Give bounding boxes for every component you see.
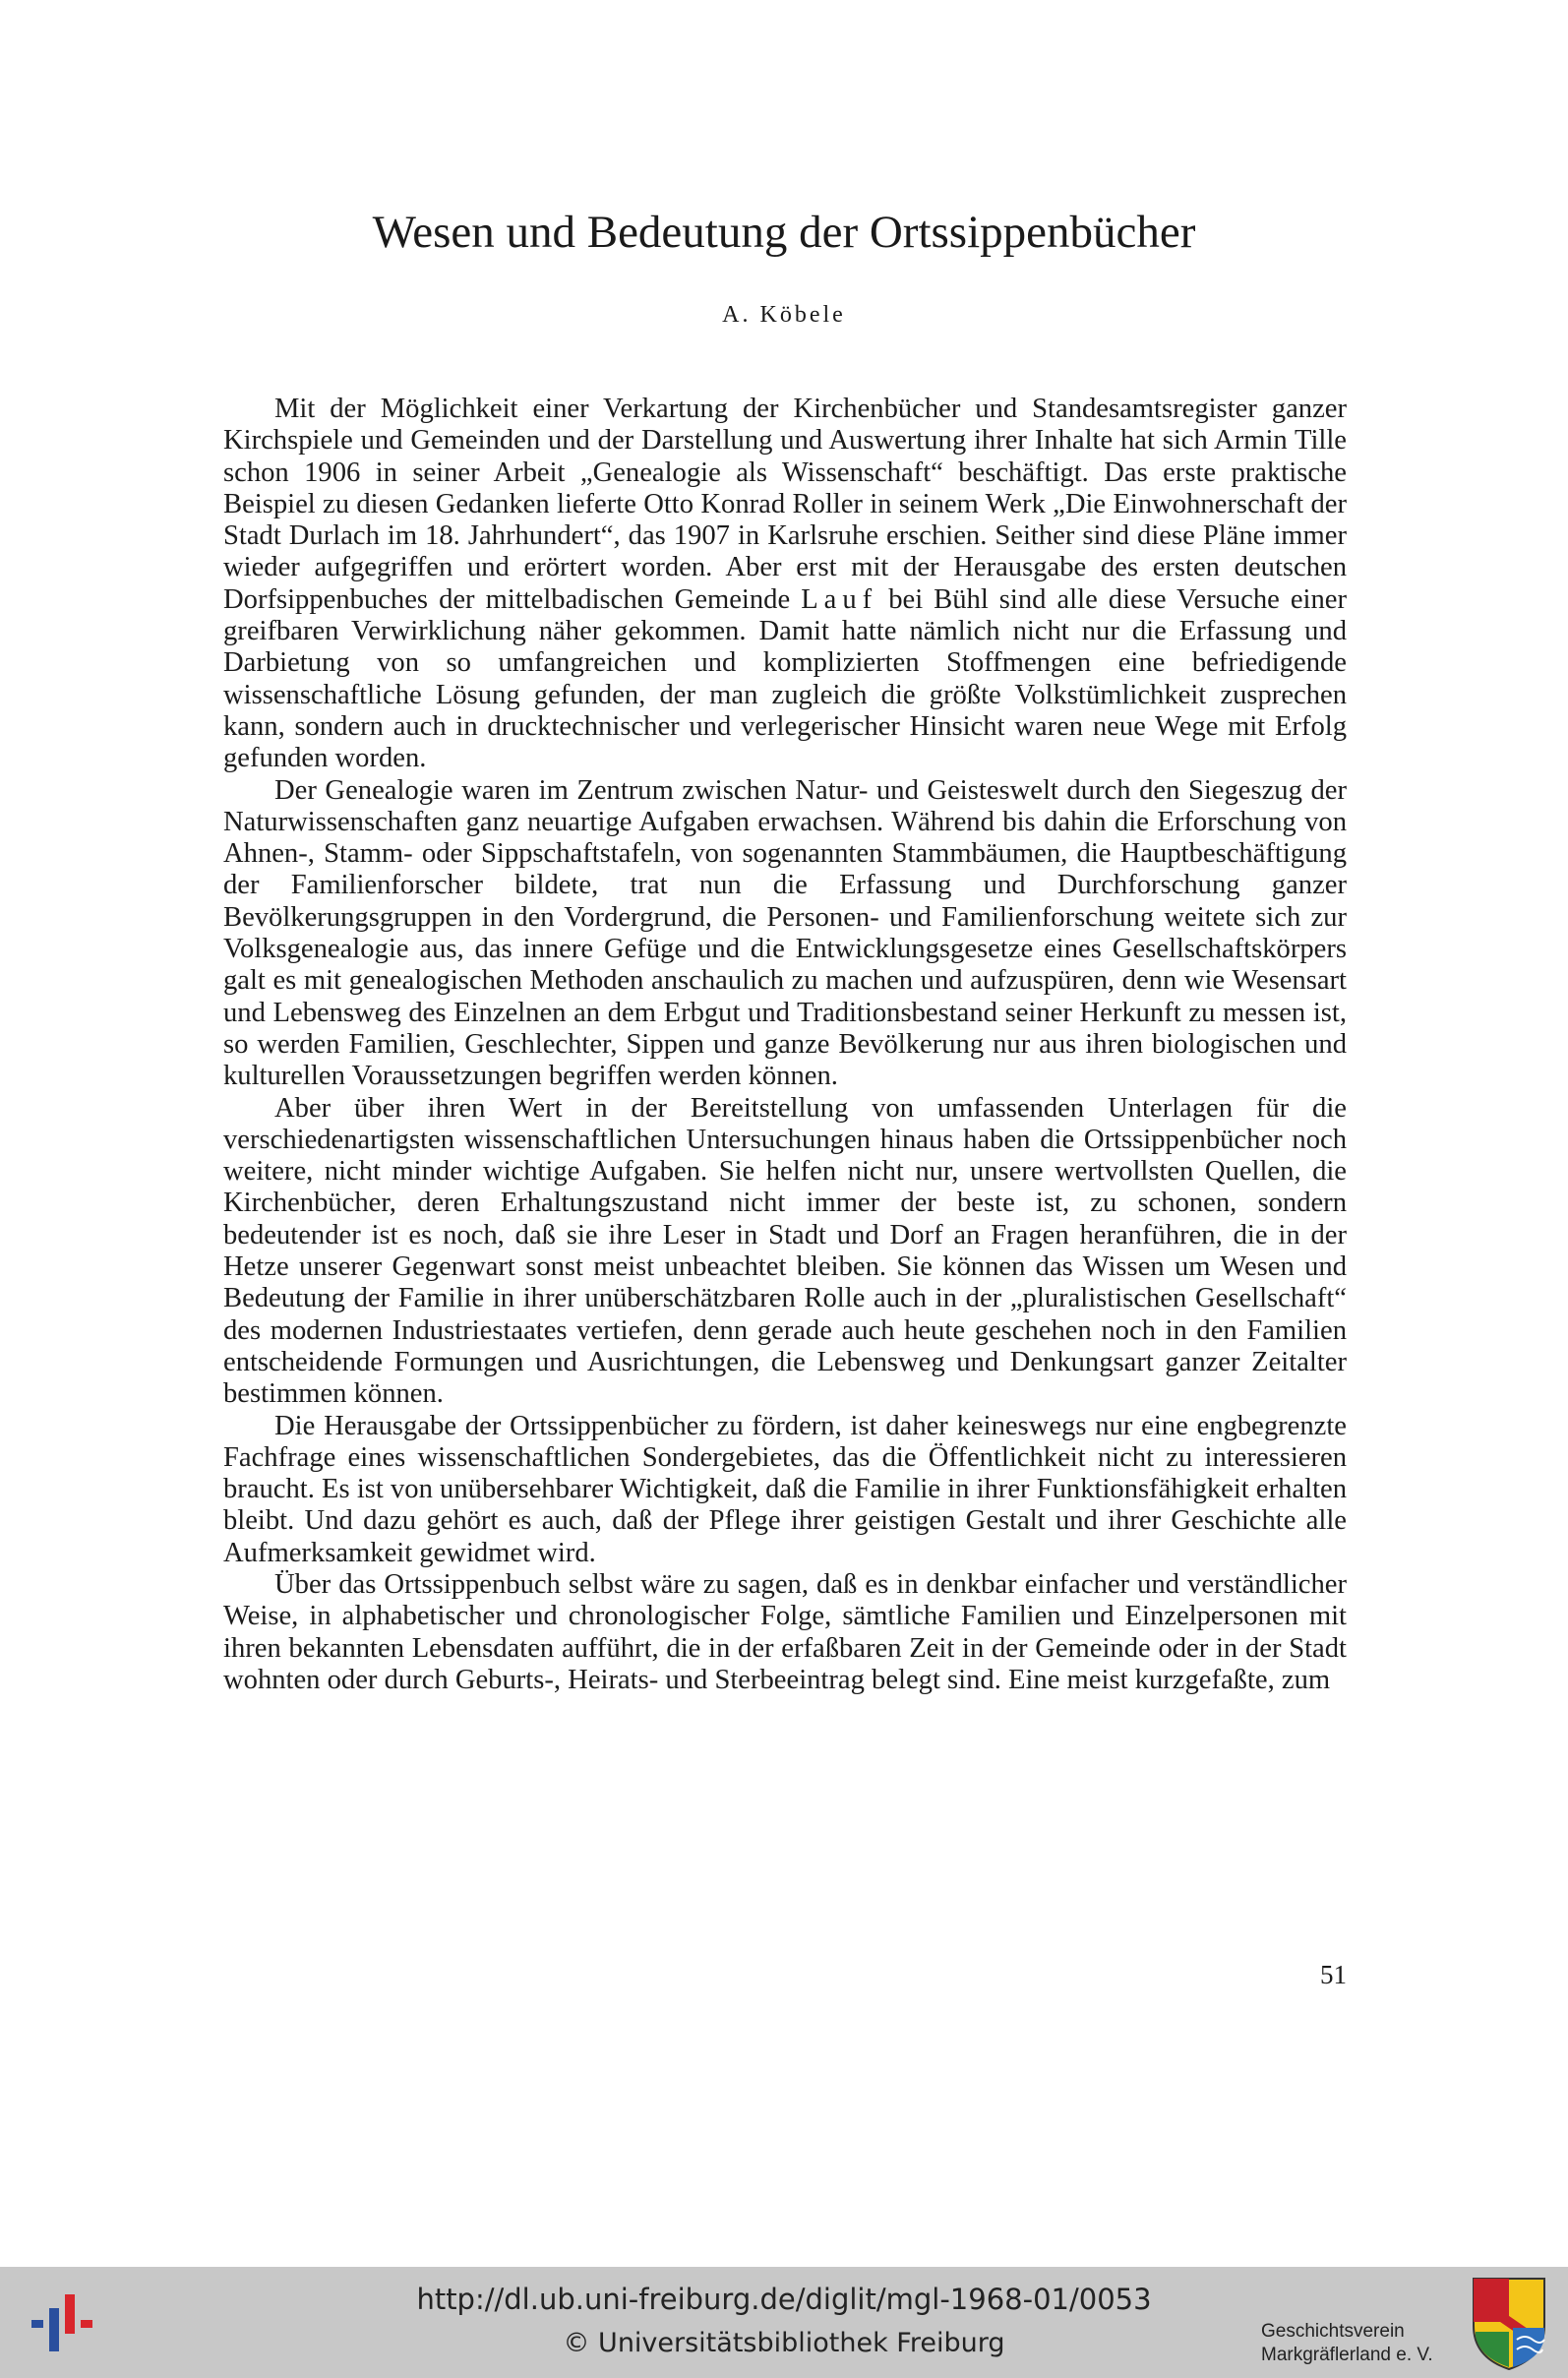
paragraph-1 [223, 394, 1347, 775]
copyright-notice: © Universitätsbibliothek Freiburg [563, 2328, 1005, 2358]
paragraph-5: Über das Ortssippenbuch selbst wäre zu sagen, daß es in denkbar einfacher und verständlicher Weise, in alphabetischer und chronologischer Folge, sämtliche Familien und Einzelpersonen mit ihren bekannten Lebensdaten aufführt, die in der erfaßbaren Zeit in der Gemeinde oder in der Stadt wohnten oder durch Geburts-, Heirats- und Sterbeeintrag belegt sind. Eine meist kurzgefaßte, zum [223, 1568, 1347, 1695]
coat-of-arms-icon [1470, 2275, 1548, 2371]
permalink-url[interactable]: http://dl.ub.uni-freiburg.de/diglit/mgl-1968-01/0053 [416, 2283, 1152, 2316]
paragraph-1-part-b: bei Bühl sind alle diese Versuche einer greifbaren Verwirklichung näher gekommen. Damit hatte nämlich nicht nur die Erfassung und Darbietung von so umfangreichen und komplizierten Stoffmengen eine befriedigende wissenschaftliche Lösung gefunden, der man zugleich die größte Volkstümlichkeit zusprechen kann, sondern auch in drucktechnischer und verlegerischer Hinsicht waren neue Wege mit Erfolg gefunden worden. [223, 583, 1347, 774]
page-number: 51 [1320, 1960, 1347, 1989]
paragraph-2: Der Genealogie waren im Zentrum zwischen Natur- und Geisteswelt durch den Siegeszug der Naturwissenschaften ganz neuartige Aufgaben erwachsen. Während bis dahin die Erforschung von Ahnen-, Stamm- oder Sippschaftstafeln, von sogenannten Stammbäumen, die Hauptbeschäftigung der Familienforscher bildete, trat nun die Erfassung und Durchforschung ganzer Bevölkerungsgruppen in den Vordergrund, die Personen- und Familienforschung weitete sich zur Volksgenealogie aus, das innere Gefüge und die Entwicklungsgesetze eines Gesellschaftskörpers galt es mit genealogischen Methoden anschaulich zu machen und aufzuspüren, denn wie Wesensart und Lebensweg des Einzelnen an dem Erbgut und Traditionsbestand seiner Herkunft zu messen ist, so werden Familien, Geschlechter, Sippen und ganze Bevölkerung nur aus ihren biologischen und kulturellen Voraussetzungen begriffen werden können. [223, 774, 1347, 1092]
paragraph-3: Aber über ihren Wert in der Bereitstellung von umfassenden Unterlagen für die verschiedenartigsten wissenschaftlichen Untersuchungen hinaus haben die Ortssippenbücher noch weitere, nicht minder wichtige Aufgaben. Sie helfen nicht nur, unsere wertvollsten Quellen, die Kirchenbücher, deren Erhaltungszustand nicht immer der beste ist, zu schonen, sondern bedeutender ist es noch, daß sie ihre Leser in Stadt und Dorf an Fragen heranführen, die in der Hetze unserer Gegenwart sonst meist unbeachtet bleiben. Sie können das Wissen um Wesen und Bedeutung der Familie in ihrer unüberschätzbaren Rolle auch in der „pluralistischen Gesellschaft“ des modernen Industriestaates vertiefen, denn gerade auch heute geschehen noch in den Familien entscheidende Formungen und Ausrichtungen, die Lebensweg und Denkungsart ganzer Zeitalter bestimmen können. [223, 1092, 1347, 1410]
paragraph-4: Die Herausgabe der Ortssippenbücher zu fördern, ist daher keineswegs nur eine engbegrenzte Fachfrage eines wissenschaftlichen Sondergebietes, das die Öffentlichkeit nicht zu interessieren braucht. Es ist von unübersehbarer Wichtigkeit, daß die Familie in ihrer Funktionsfähigkeit erhalten bleibt. Und dazu gehört es auch, daß der Pflege ihrer geistigen Gestalt und ihrer Geschichte alle Aufmerksamkeit gewidmet wird. [223, 1410, 1347, 1568]
spaced-place-name: Lauf [801, 583, 878, 615]
article-author: A. Köbele [722, 302, 846, 328]
society-name-line-1: Geschichtsverein [1261, 2321, 1405, 2342]
article-title: Wesen und Bedeutung der Ortssippenbücher [372, 207, 1196, 258]
paragraph-1-part-a: Mit der Möglichkeit einer Verkartung der Kirchenbücher und Standesamtsregister ganzer Kirchspiele und Gemeinden und der Darstellung und Auswertung ihrer Inhalte hat sich Armin Tille schon 1906 in seiner Arbeit „Genealogie als Wissenschaft“ beschäftigt. Das erste praktische Beispiel zu diesen Gedanken lieferte Otto Konrad Roller in seinem Werk „Die Einwohnerschaft der Stadt Durlach im 18. Jahrhundert“, das 1907 in Karlsruhe erschien. Seither sind diese Pläne immer wieder aufgegriffen und erörtert worden. Aber erst mit der Herausgabe des ersten deutschen Dorfsippenbuches der mittelbadischen Gemeinde [223, 394, 1347, 615]
article-body [223, 394, 1347, 1696]
society-name-line-2: Markgräflerland e. V. [1261, 2345, 1433, 2365]
footer-bar [0, 2267, 1568, 2378]
society-name [1261, 2320, 1468, 2367]
